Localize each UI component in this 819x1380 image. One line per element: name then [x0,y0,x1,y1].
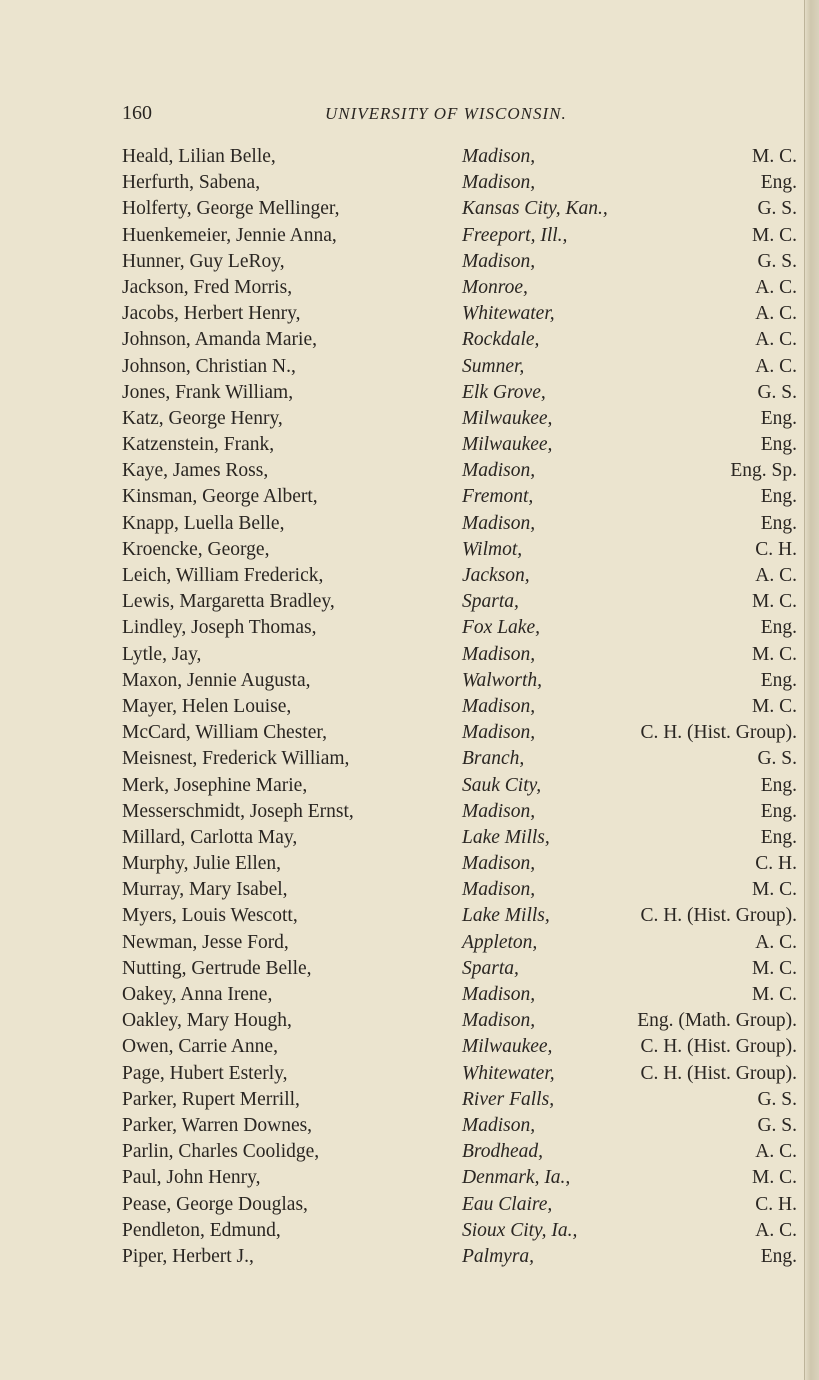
student-name: Huenkemeier, Jennie Anna, [122,224,337,246]
list-item [0,406,819,432]
student-name: Kinsman, George Albert, [122,486,318,508]
list-item [0,1165,819,1191]
hometown: Denmark, Ia., [462,1167,571,1189]
list-item [0,537,819,563]
course-of-study: A. C. [755,303,797,325]
course-of-study: Eng. Sp. [730,460,797,482]
hometown: Appleton, [462,931,538,953]
hometown: Madison, [462,643,536,665]
student-name: Page, Hubert Esterly, [122,1062,288,1084]
student-name: Oakley, Mary Hough, [122,1010,292,1032]
course-of-study: M. C. [752,879,797,901]
list-item [0,1192,819,1218]
hometown: Elk Grove, [462,381,546,403]
hometown: Jackson, [462,565,530,586]
course-of-study: A. C. [755,565,797,586]
course-of-study: C. H. (Hist. Group). [640,1062,797,1084]
hometown: Lake Mills, [462,826,550,848]
list-item [0,327,819,353]
hometown: Whitewater, [462,303,555,325]
list-item [0,773,819,799]
student-name: Piper, Herbert J., [122,1245,254,1267]
student-name: Messerschmidt, Joseph Ernst, [122,800,354,822]
hometown: Madison, [462,722,536,744]
hometown: Sparta, [462,957,519,979]
student-name: Lindley, Joseph Thomas, [122,617,317,639]
hometown: Madison, [462,984,536,1005]
list-item [0,589,819,615]
student-name: Katzenstein, Frank, [122,434,275,456]
student-name: Katz, George Henry, [122,407,283,429]
course-of-study: C. H. (Hist. Group). [640,722,797,744]
list-item [0,170,819,196]
hometown: Sioux City, Ia., [462,1219,578,1241]
course-of-study: G. S. [757,1114,797,1136]
list-item [0,903,819,929]
course-of-study: G. S. [757,1088,797,1110]
hometown: Whitewater, [462,1062,555,1084]
hometown: Madison, [462,695,536,717]
list-item [0,354,819,380]
course-of-study: Eng. [760,826,797,848]
list-item [0,1034,819,1060]
list-item [0,484,819,510]
hometown: Sumner, [462,355,525,377]
course-of-study: C. H. (Hist. Group). [640,905,797,927]
hometown: Madison, [462,146,536,167]
course-of-study: A. C. [755,931,797,953]
list-item [0,196,819,222]
course-of-study: Eng. [760,669,797,691]
hometown: Fremont, [462,486,534,508]
course-of-study: Eng. (Math. Group). [637,1010,797,1032]
hometown: Madison, [462,250,536,272]
course-of-study: M. C. [752,146,797,167]
hometown: Sparta, [462,591,519,613]
course-of-study: A. C. [755,1141,797,1163]
student-name: Johnson, Christian N., [122,355,296,377]
course-of-study: M. C. [752,957,797,979]
student-name: Meisnest, Frederick William, [122,748,350,770]
hometown: Fox Lake, [462,617,540,639]
student-name: Parker, Warren Downes, [122,1114,313,1136]
student-name: Johnson, Amanda Marie, [122,329,317,351]
page-number: 160 [122,102,152,124]
list-item [0,668,819,694]
course-of-study: G. S. [757,250,797,272]
course-of-study: G. S. [757,381,797,403]
list-item [0,746,819,772]
list-item [0,563,819,589]
hometown: Madison, [462,879,536,901]
student-name: Mayer, Helen Louise, [122,695,292,717]
hometown: Kansas City, Kan., [462,198,608,220]
list-item [0,432,819,458]
list-item [0,615,819,641]
student-name: Paul, John Henry, [122,1167,261,1189]
course-of-study: G. S. [757,748,797,770]
list-item [0,825,819,851]
course-of-study: A. C. [755,1219,797,1241]
student-name: Knapp, Luella Belle, [122,512,285,534]
list-item [0,511,819,537]
running-title: UNIVERSITY OF WISCONSIN. [325,104,567,123]
list-item [0,1008,819,1034]
hometown: Sauk City, [462,774,542,796]
hometown: Milwaukee, [462,1036,553,1058]
student-name: Pendleton, Edmund, [122,1219,281,1241]
list-item [0,956,819,982]
student-name: Pease, George Douglas, [122,1193,308,1215]
hometown: Madison, [462,512,536,534]
hometown: Branch, [462,748,525,770]
course-of-study: M. C. [752,695,797,717]
list-item [0,694,819,720]
list-item [0,249,819,275]
list-item [0,1061,819,1087]
hometown: Eau Claire, [462,1193,553,1215]
student-name: Oakey, Anna Irene, [122,984,273,1005]
course-of-study: Eng. [760,774,797,796]
hometown: Madison, [462,460,536,482]
course-of-study: M. C. [752,643,797,665]
hometown: Milwaukee, [462,434,553,456]
student-name: Newman, Jesse Ford, [122,931,289,953]
hometown: Wilmot, [462,538,523,560]
course-of-study: A. C. [755,329,797,351]
student-name: Lytle, Jay, [122,643,202,665]
course-of-study: Eng. [760,800,797,822]
student-name: Jones, Frank William, [122,381,294,403]
course-of-study: M. C. [752,591,797,613]
list-item [0,223,819,249]
list-item [0,144,819,170]
list-item [0,982,819,1008]
hometown: Brodhead, [462,1141,544,1163]
list-item [0,799,819,825]
student-name: Kaye, James Ross, [122,460,269,482]
student-name: Heald, Lilian Belle, [122,146,276,167]
hometown: Freeport, Ill., [462,224,568,246]
student-name: Parker, Rupert Merrill, [122,1088,300,1110]
list-item [0,275,819,301]
hometown: Walworth, [462,669,543,691]
course-of-study: C. H. [755,1193,797,1215]
hometown: Madison, [462,1114,536,1136]
list-item [0,930,819,956]
course-of-study: M. C. [752,984,797,1005]
student-name: Jacobs, Herbert Henry, [122,303,301,325]
list-item [0,1087,819,1113]
student-name: Herfurth, Sabena, [122,172,261,194]
course-of-study: Eng. [760,1245,797,1267]
course-of-study: Eng. [760,172,797,194]
course-of-study: A. C. [755,276,797,298]
course-of-study: M. C. [752,224,797,246]
student-name: Holferty, George Mellinger, [122,198,340,220]
student-name: Murray, Mary Isabel, [122,879,288,901]
student-name: Owen, Carrie Anne, [122,1036,278,1058]
course-of-study: C. H. [755,853,797,875]
hometown: Madison, [462,853,536,875]
list-item [0,642,819,668]
course-of-study: Eng. [760,617,797,639]
student-name: Nutting, Gertrude Belle, [122,957,312,979]
hometown: Rockdale, [462,329,540,351]
course-of-study: Eng. [760,486,797,508]
list-item [0,458,819,484]
list-item [0,1244,819,1270]
list-item [0,1113,819,1139]
student-name: Hunner, Guy LeRoy, [122,250,285,272]
hometown: Lake Mills, [462,905,550,927]
course-of-study: C. H. (Hist. Group). [640,1036,797,1058]
course-of-study: C. H. [755,538,797,560]
student-name: Leich, William Frederick, [122,565,324,586]
hometown: Madison, [462,1010,536,1032]
hometown: Madison, [462,172,536,194]
student-name: Millard, Carlotta May, [122,826,298,848]
hometown: Madison, [462,800,536,822]
student-name: Parlin, Charles Coolidge, [122,1141,320,1163]
list-item [0,720,819,746]
student-name: Lewis, Margaretta Bradley, [122,591,335,613]
student-name: McCard, William Chester, [122,722,327,744]
hometown: Monroe, [462,276,528,298]
student-name: Murphy, Julie Ellen, [122,853,282,875]
course-of-study: A. C. [755,355,797,377]
student-name: Maxon, Jennie Augusta, [122,669,311,691]
course-of-study: Eng. [760,512,797,534]
student-name: Myers, Louis Wescott, [122,905,298,927]
student-name: Jackson, Fred Morris, [122,276,293,298]
list-item [0,877,819,903]
course-of-study: Eng. [760,407,797,429]
course-of-study: G. S. [757,198,797,220]
list-item [0,1139,819,1165]
student-name: Kroencke, George, [122,538,270,560]
hometown: Milwaukee, [462,407,553,429]
hometown: Palmyra, [462,1245,535,1267]
student-list [0,144,819,1270]
course-of-study: M. C. [752,1167,797,1189]
hometown: River Falls, [462,1088,555,1110]
page-header [122,102,608,130]
list-item [0,301,819,327]
list-item [0,1218,819,1244]
list-item [0,851,819,877]
course-of-study: Eng. [760,434,797,456]
list-item [0,380,819,406]
student-name: Merk, Josephine Marie, [122,774,308,796]
